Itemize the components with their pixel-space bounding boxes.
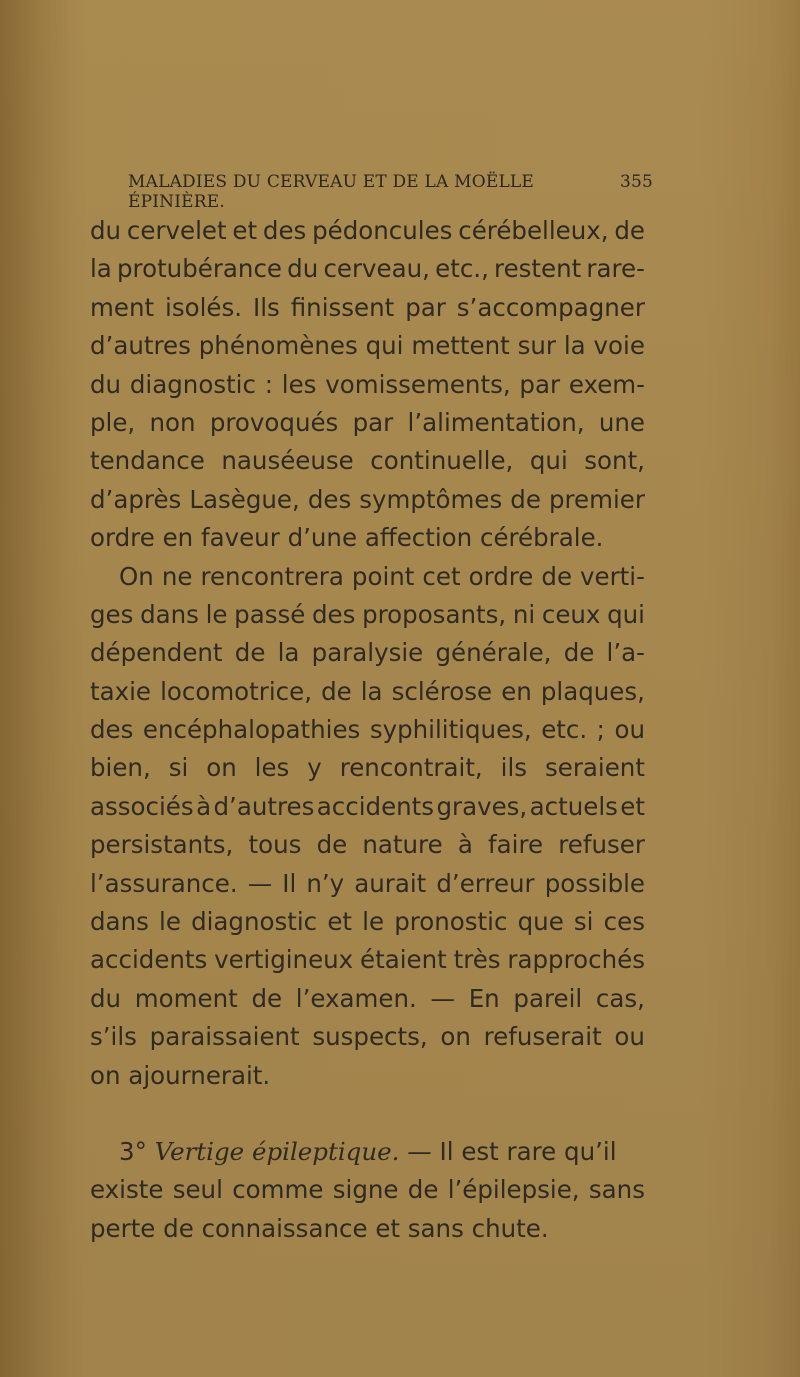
word: ordre: [468, 561, 534, 591]
word: seul: [172, 1175, 223, 1205]
word: Ils: [252, 292, 280, 322]
word: exem-: [568, 369, 645, 399]
word: ple,: [90, 407, 136, 437]
word: la: [563, 331, 586, 361]
text-line: [90, 941, 645, 979]
word: premier: [548, 484, 645, 514]
word: mettent: [411, 331, 510, 361]
word: qui: [607, 599, 645, 629]
word: rare-: [586, 254, 645, 284]
text-line: [90, 634, 645, 672]
text-line: [90, 250, 645, 288]
word: de: [563, 638, 595, 668]
word: y: [307, 753, 322, 783]
word: ges: [90, 599, 134, 629]
word: les: [281, 369, 317, 399]
word: cervelet: [126, 216, 227, 245]
word: pédoncules: [312, 216, 453, 245]
word: dans: [90, 907, 149, 937]
word: Il: [282, 868, 297, 898]
word: d’après: [90, 484, 182, 514]
word: isolés.: [165, 292, 243, 322]
word: symptômes: [359, 484, 503, 514]
word: l’assurance.: [90, 868, 238, 898]
word: de: [541, 561, 573, 591]
word: en: [501, 676, 532, 706]
word: aurait: [354, 868, 427, 898]
section-title: Vertige épileptique.: [154, 1136, 400, 1166]
word: de: [234, 638, 266, 668]
word: des: [90, 715, 134, 745]
word: bien,: [90, 753, 151, 783]
word: cérébelleux,: [458, 216, 609, 245]
word: des: [262, 216, 307, 245]
text-line: [90, 481, 645, 519]
word: graves,: [436, 791, 528, 821]
word: générale,: [435, 638, 552, 668]
word: rapprochés: [507, 945, 645, 975]
word: du: [287, 254, 319, 284]
word: ils: [500, 753, 528, 783]
word: refuserait: [483, 1022, 602, 1052]
word: accidents: [316, 791, 435, 821]
word: passé: [234, 599, 306, 629]
text-line: ordre en faveur d’une affection cérébrale.: [90, 523, 604, 553]
word: qui: [529, 446, 568, 476]
word: ne: [161, 561, 193, 591]
word: et: [232, 216, 258, 245]
text-line: perte de connaissance et sans chute.: [90, 1213, 549, 1243]
word: voie: [593, 331, 645, 361]
text-line: [90, 826, 645, 864]
word: restent: [494, 254, 582, 284]
running-title: MALADIES DU CERVEAU ET DE LA MOËLLE ÉPINIÈRE.: [128, 172, 535, 212]
word: la: [90, 254, 112, 284]
running-header: [128, 172, 653, 212]
text-line: on ajournerait.: [90, 1060, 271, 1090]
word: cet: [422, 561, 461, 591]
word: par: [519, 369, 561, 399]
word: ;: [596, 715, 605, 745]
word: une: [598, 407, 645, 437]
word: et: [327, 907, 352, 937]
word: s’accompagner: [456, 292, 645, 322]
word: sont,: [584, 446, 645, 476]
word: On: [119, 561, 154, 591]
word: faire: [488, 830, 544, 860]
word: le: [362, 907, 385, 937]
text-line: [90, 289, 645, 327]
word: que: [517, 907, 564, 937]
word: signe: [332, 1175, 399, 1205]
word: ment: [90, 292, 155, 322]
word: on: [440, 1022, 471, 1052]
page-number: 355: [619, 172, 653, 192]
word: le: [205, 599, 228, 629]
word: la: [277, 638, 300, 668]
text-line: [90, 980, 645, 1018]
word: verti-: [580, 561, 645, 591]
text-line: [90, 327, 645, 365]
word: nauséeuse: [221, 446, 354, 476]
word: continuelle,: [370, 446, 514, 476]
word: rencontrait,: [339, 753, 483, 783]
word: diagnostic: [191, 907, 318, 937]
word: associés: [90, 791, 194, 821]
word: paralysie: [311, 638, 424, 668]
word: etc.,: [435, 254, 489, 284]
word: s’ils: [90, 1022, 137, 1052]
word: on: [206, 753, 237, 783]
word: très: [453, 945, 501, 975]
word: proposants,: [362, 599, 507, 629]
word: locomotrice,: [160, 676, 312, 706]
word: pronostic: [394, 907, 508, 937]
word: sclérose: [391, 676, 493, 706]
word: vomissements,: [325, 369, 511, 399]
section-heading-line: [90, 1133, 645, 1171]
page-body: [90, 212, 645, 1248]
word: le: [159, 907, 181, 937]
word: de: [614, 216, 645, 245]
word: de: [316, 830, 348, 860]
word: du: [90, 983, 122, 1013]
word: sur: [517, 331, 556, 361]
word: sans: [588, 1175, 645, 1205]
word: possible: [544, 868, 645, 898]
word: vertigineux: [214, 945, 354, 975]
word: plaques,: [540, 676, 645, 706]
word: de: [251, 983, 283, 1013]
word: et: [620, 791, 645, 821]
section-lead: — Il est rare qu’il: [407, 1136, 617, 1166]
text-line: [90, 366, 645, 404]
word: l’alimentation,: [407, 407, 585, 437]
word: seraient: [545, 753, 645, 783]
word: n’y: [306, 868, 345, 898]
word: En: [468, 983, 500, 1013]
word: du: [90, 369, 122, 399]
text-line: [90, 673, 645, 711]
word: accidents: [90, 945, 208, 975]
word: refuser: [558, 830, 645, 860]
word: finissent: [290, 292, 395, 322]
word: ces: [603, 907, 645, 937]
text-line: [90, 788, 645, 826]
word: tous: [248, 830, 302, 860]
word: non: [149, 407, 196, 437]
word: protubérance: [117, 254, 282, 284]
text-line: [90, 903, 645, 941]
word: ou: [614, 1022, 645, 1052]
word: encéphalopathies: [142, 715, 361, 745]
word: d’autres: [213, 791, 315, 821]
word: à: [196, 791, 212, 821]
word: Lasègue,: [189, 484, 300, 514]
word: ceux: [541, 599, 601, 629]
word: l’examen.: [295, 983, 417, 1013]
word: existe: [90, 1175, 164, 1205]
word: du: [90, 216, 122, 245]
word: :: [264, 369, 274, 399]
word: provoqués: [209, 407, 339, 437]
word: moment: [134, 983, 238, 1013]
text-line: [90, 596, 645, 634]
word: actuels: [529, 791, 618, 821]
text-line: [90, 1018, 645, 1056]
word: suspects,: [312, 1022, 428, 1052]
word: de: [407, 1175, 439, 1205]
page-binding-shadow: [0, 0, 70, 1377]
word: taxie: [90, 676, 151, 706]
word: si: [168, 753, 189, 783]
word: étaient: [360, 945, 447, 975]
word: persistants,: [90, 830, 234, 860]
word: cerveau,: [323, 254, 430, 284]
word: tendance: [90, 446, 205, 476]
word: dépendent: [90, 638, 223, 668]
word: de: [321, 676, 352, 706]
text-line: [90, 711, 645, 749]
text-line: [90, 212, 645, 250]
text-line: [90, 749, 645, 787]
word: ni: [512, 599, 536, 629]
word: des: [312, 599, 356, 629]
word: par: [405, 292, 446, 322]
word: comme: [232, 1175, 324, 1205]
text-line: [90, 404, 645, 442]
word: diagnostic: [129, 369, 256, 399]
word: point: [351, 561, 415, 591]
word: phénomènes: [198, 331, 358, 361]
word: les: [254, 753, 290, 783]
word: etc.: [541, 715, 588, 745]
word: ou: [614, 715, 645, 745]
text-line: [90, 865, 645, 903]
word: si: [573, 907, 594, 937]
word: cas,: [595, 983, 645, 1013]
word: pareil: [513, 983, 583, 1013]
word: rencontrera: [200, 561, 344, 591]
text-line: [90, 1171, 645, 1209]
word: qui: [365, 331, 404, 361]
word: paraissaient: [149, 1022, 300, 1052]
word: l’épilepsie,: [447, 1175, 580, 1205]
word: nature: [362, 830, 443, 860]
section-number: 3°: [119, 1136, 147, 1166]
word: d’erreur: [436, 868, 535, 898]
word: syphilitiques,: [369, 715, 532, 745]
word: l’a-: [606, 638, 645, 668]
text-line: [90, 442, 645, 480]
word: dans: [140, 599, 199, 629]
word: des: [307, 484, 352, 514]
word: —: [430, 983, 455, 1013]
word: à: [457, 830, 473, 860]
word: de: [510, 484, 541, 514]
word: d’autres: [90, 331, 191, 361]
word: —: [247, 868, 273, 898]
word: la: [360, 676, 383, 706]
word: par: [352, 407, 394, 437]
text-line: [90, 558, 645, 596]
